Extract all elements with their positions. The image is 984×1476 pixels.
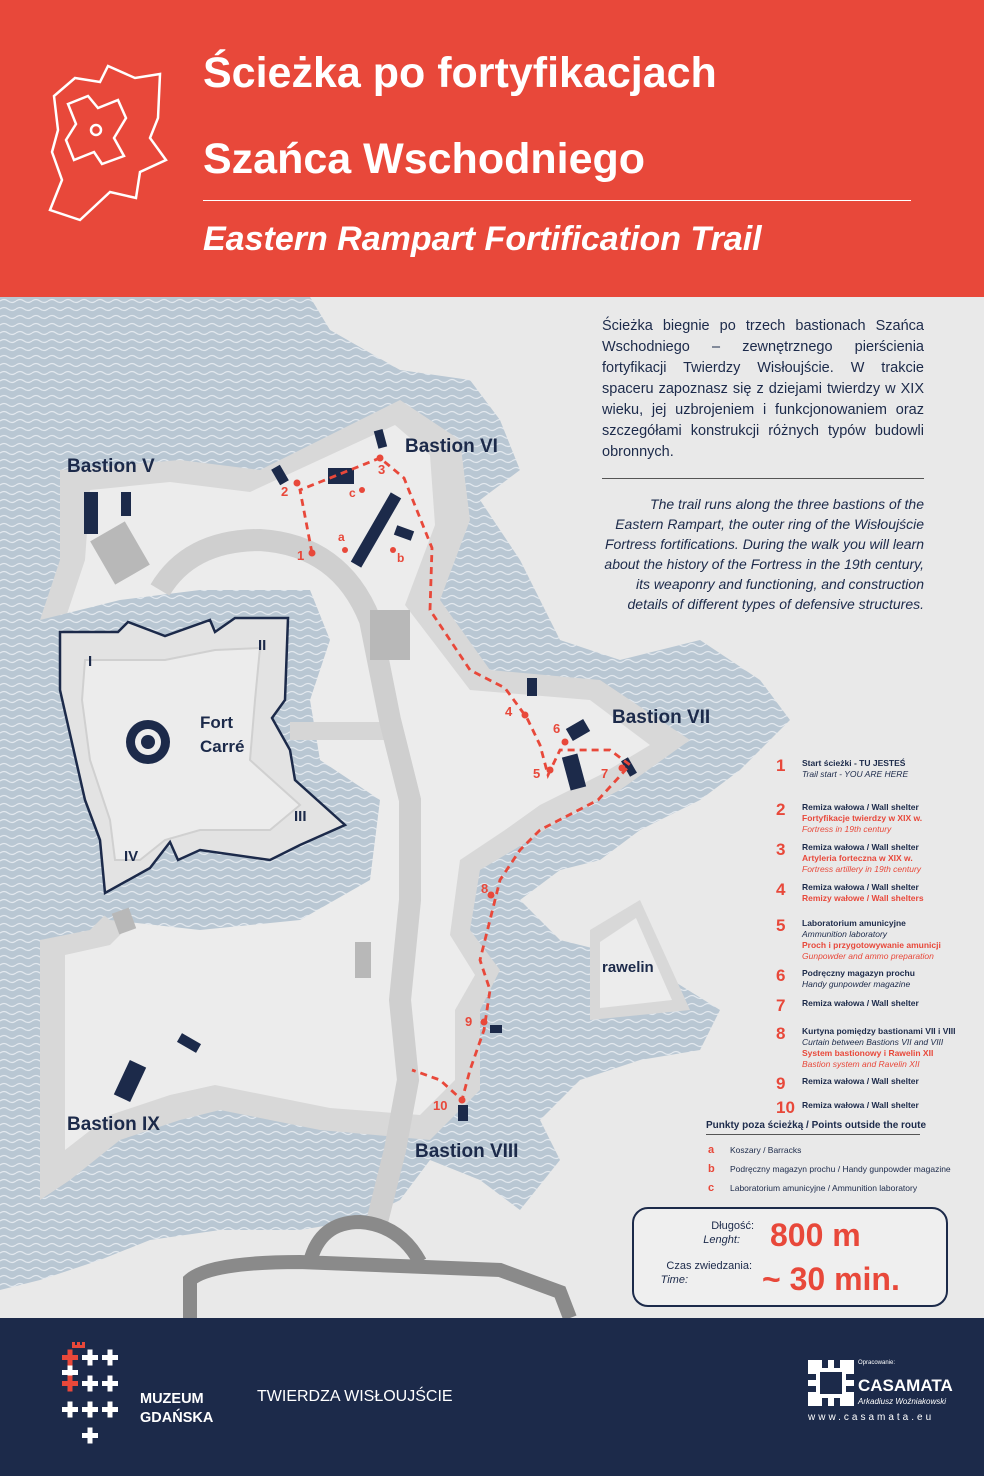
point-item-a: a Koszary / Barracks [708,1144,802,1156]
legend-line: Ammunition laboratory [802,929,888,939]
legend-line: Remiza wałowa / Wall shelter [802,1076,919,1086]
legend-text [802,1026,962,1070]
legend-text [802,918,962,962]
fort-roman-ii: II [258,637,267,654]
stop-label-6: 6 [553,721,561,736]
legend-number: 9 [776,1074,786,1093]
casamata-logo-icon [808,1360,854,1406]
legend-number: 7 [776,996,786,1015]
legend-line: Handy gunpowder magazine [802,979,911,989]
title-divider [203,200,911,201]
legend-text [802,882,962,904]
stop-label-9: 9 [465,1014,473,1029]
length-value: 800 m [770,1217,861,1253]
fort-label-line2: Carré [200,737,245,756]
fort-roman-iv: IV [124,848,139,865]
legend-line: Fortyfikacje twierdzy w XIX w. [802,813,923,823]
stop-label-10: 10 [433,1098,448,1113]
time-value: ~ 30 min. [762,1261,900,1297]
website-link[interactable]: www.casamata.eu [808,1412,935,1423]
legend-text [802,998,962,1009]
legend-line: Kurtyna pomiędzy bastionami VII i VIII [802,1026,956,1036]
points-outside-divider [706,1134,920,1135]
legend-text [802,842,962,875]
fort-roman-i: I [88,653,93,670]
legend-number: 10 [776,1098,795,1117]
rawelin-label: rawelin [602,959,654,976]
legend-line: Bastion system and Ravelin XII [802,1059,920,1069]
stop-label-8: 8 [481,881,489,896]
bastion-ix-label: Bastion IX [67,1114,160,1135]
point-item-c: c Laboratorium amunicyjne / Ammunition laboratory [708,1182,918,1194]
legend-text [802,1100,962,1111]
legend-line: Artyleria forteczna w XIX w. [802,853,913,863]
point-item-b: b Podręczny magazyn prochu / Handy gunpowder magazine [708,1163,951,1175]
trail-info-box [632,1207,948,1307]
length-label-polish: Długość: [711,1220,754,1232]
muzeum-gdanska-logo-icon [58,1340,128,1450]
legend-number: 8 [776,1024,786,1043]
legend-line: Remiza wałowa / Wall shelter [802,802,919,812]
casamata-name: CASAMATA [858,1376,953,1395]
point-label-b: b [397,551,405,565]
building-gray [355,942,371,978]
point-label-c: c [349,486,356,500]
title-polish-line2: Szańca Wschodniego [203,135,646,183]
stop-label-5: 5 [533,766,541,781]
points-outside-title: Punkty poza ścieżką / Points outside the route [706,1120,927,1131]
legend-line: Fortress artillery in 19th century [802,864,922,874]
legend-text [802,1076,962,1087]
building-gray [370,610,410,660]
bastion-v-label: Bastion V [67,456,155,477]
author-name: Arkadiusz Woźniakowski [858,1397,947,1406]
description-divider [602,478,924,479]
length-label-english: Lenght: [703,1234,740,1246]
stop-label-7: 7 [601,766,609,781]
legend-line: Remiza wałowa / Wall shelter [802,1100,919,1110]
legend-line: Curtain between Bastions VII and VIII [802,1037,944,1047]
bastion-viii-label: Bastion VIII [415,1141,519,1162]
legend-text [802,758,962,780]
legend-number: 5 [776,916,786,935]
legend-number: 2 [776,800,786,819]
prepared-by-label: Opracowanie: [858,1360,896,1366]
legend-number: 4 [776,880,786,899]
time-label-english: Time: [660,1274,688,1286]
legend-text [802,802,962,835]
legend-number: 1 [776,756,786,775]
description-polish: Ścieżka biegnie po trzech bastionach Szańca Wschodniego – zewnętrznego pierścienia fortyfikacji Twierdzy Wisłoujście. W trakcie spaceru zapoznasz się z dziejami twierdzy w XIX wieku, jej uzbrojeniem i funkcjonowaniem oraz szczegółami konstrukcji różnych typów budowli obronnych. [602,318,924,460]
muzeum-gdanska-name: MUZEUM GDAŃSKA [140,1391,214,1426]
fort-label-line1: Fort [200,713,234,732]
legend-line: Gunpowder and ammo preparation [802,951,934,961]
stop-label-3: 3 [378,462,386,477]
fort-roman-iii: III [294,808,307,825]
legend-line: Laboratorium amunicyjne [802,918,906,928]
legend-line: Remiza wałowa / Wall shelter [802,998,919,1008]
bastion-vii-label: Bastion VII [612,707,711,728]
stop-label-4: 4 [505,704,513,719]
header-banner [0,0,984,297]
description-english: The trail runs along the three bastions of the Eastern Rampart, the outer ring of the Wisłoujście Fortress fortifications. During the walk you will learn about the history of the Fortress in the 19th century, its weaponry and functioning, and construction details of different types of defensive structures. [604,496,924,612]
legend-text [802,968,962,990]
footer [0,1318,984,1476]
stop-label-1: 1 [297,548,305,563]
title-english: Eastern Rampart Fortification Trail [203,220,762,258]
title-polish-line1: Ścieżka po fortyfikacjach [203,49,717,97]
legend-line: Proch i przygotowywanie amunicji [802,940,941,950]
legend-number: 6 [776,966,786,985]
point-label-a: a [338,530,345,544]
legend-line: Remizy wałowe / Wall shelters [802,893,924,903]
stop-label-2: 2 [281,484,289,499]
fortress-outline-icon [40,60,170,225]
legend-line: Podręczny magazyn prochu [802,968,915,978]
time-label-polish: Czas zwiedzania: [666,1260,752,1272]
legend-line: Remiza wałowa / Wall shelter [802,842,919,852]
legend-number: 3 [776,840,786,859]
legend-line: Fortress in 19th century [802,824,892,834]
bastion-vi-label: Bastion VI [405,436,498,457]
legend-line: Start ścieżki - TU JESTEŚ [802,758,906,768]
legend-line: Remiza wałowa / Wall shelter [802,882,919,892]
legend-line: System bastionowy i Rawelin XII [802,1048,934,1058]
legend-line: Trail start - YOU ARE HERE [802,769,909,779]
fortress-name: TWIERDZA WISŁOUJŚCIE [257,1388,453,1405]
